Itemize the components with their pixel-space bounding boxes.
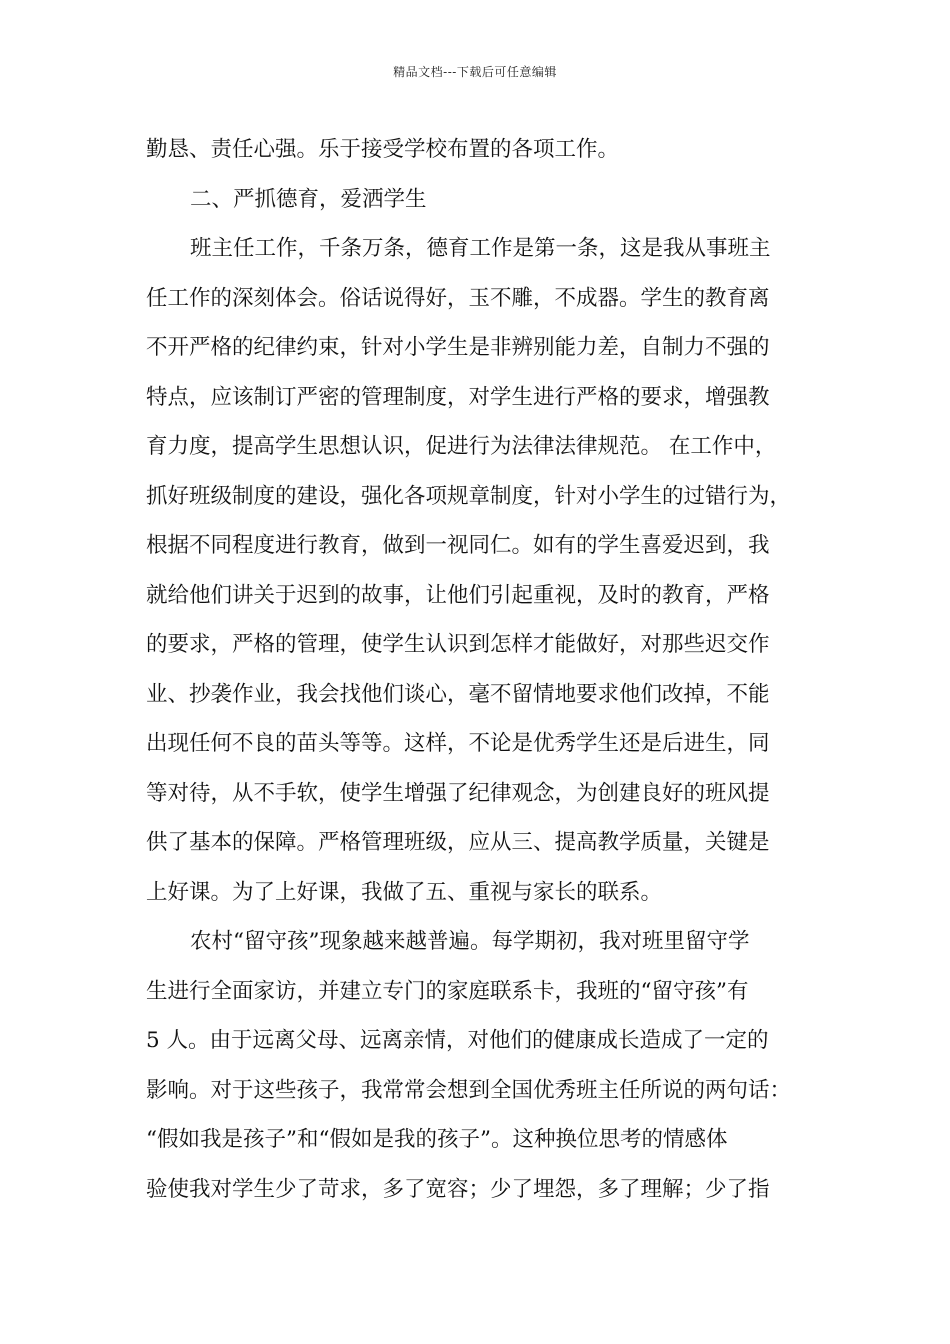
text-line: 出现任何不良的苗头等等。这样，不论是优秀学生还是后进生，同 — [146, 731, 770, 756]
text-line: 5 人。由于远离父母、远离亲情，对他们的健康成长造成了一定的 — [146, 1028, 769, 1053]
text-line: 不开严格的纪律约束，针对小学生是非辨别能力差，自制力不强的 — [146, 335, 770, 360]
text-line: 验使我对学生少了苛求，多了宽容；少了埋怨，多了理解；少了指 — [146, 1176, 770, 1202]
text-line: 根据不同程度进行教育，做到一视同仁。如有的学生喜爱迟到，我 — [146, 533, 770, 558]
text-line: “假如我是孩子”和“假如是我的孩子”。这种换位思考的情感体 — [146, 1127, 728, 1152]
section-heading: 二、严抓德育，爱洒学生 — [190, 186, 427, 212]
text-line: 就给他们讲关于迟到的故事，让他们引起重视，及时的教育，严格 — [146, 582, 770, 608]
text-line: 抓好班级制度的建设，强化各项规章制度，针对小学生的过错行为， — [146, 483, 792, 509]
text-line: 生进行全面家访，并建立专门的家庭联系卡，我班的“留守孩”有 — [146, 978, 749, 1004]
text-line: 班主任工作，千条万条，德育工作是第一条，这是我从事班主 — [190, 236, 771, 261]
text-line: 育力度，提高学生思想认识，促进行为法律法律规范。 在工作中， — [146, 434, 777, 459]
text-line: 勤恳、责任心强。乐于接受学校布置的各项工作。 — [146, 137, 620, 162]
text-line: 上好课。为了上好课，我做了五、重视与家长的联系。 — [146, 879, 663, 905]
body-text — [146, 125, 836, 1214]
text-line: 农村“留守孩”现象越来越普遍。每学期初，我对班里留守学 — [190, 929, 750, 954]
text-line: 业、抄袭作业，我会找他们谈心，毫不留情地要求他们改掉，不能 — [146, 681, 770, 707]
page-header: 精品文档---下载后可任意编辑 — [393, 65, 557, 79]
text-line: 任工作的深刻体会。俗话说得好，玉不雕，不成器。学生的教育离 — [146, 285, 770, 311]
text-line: 供了基本的保障。严格管理班级，应从三、提高教学质量，关键是 — [146, 830, 770, 855]
text-line: 的要求，严格的管理，使学生认识到怎样才能做好，对那些迟交作 — [146, 632, 770, 657]
text-line: 影响。对于这些孩子，我常常会想到全国优秀班主任所说的两句话： — [146, 1077, 792, 1103]
text-line: 特点，应该制订严密的管理制度，对学生进行严格的要求，增强教 — [146, 384, 770, 410]
text-line: 等对待，从不手软，使学生增强了纪律观念，为创建良好的班风提 — [146, 780, 770, 806]
